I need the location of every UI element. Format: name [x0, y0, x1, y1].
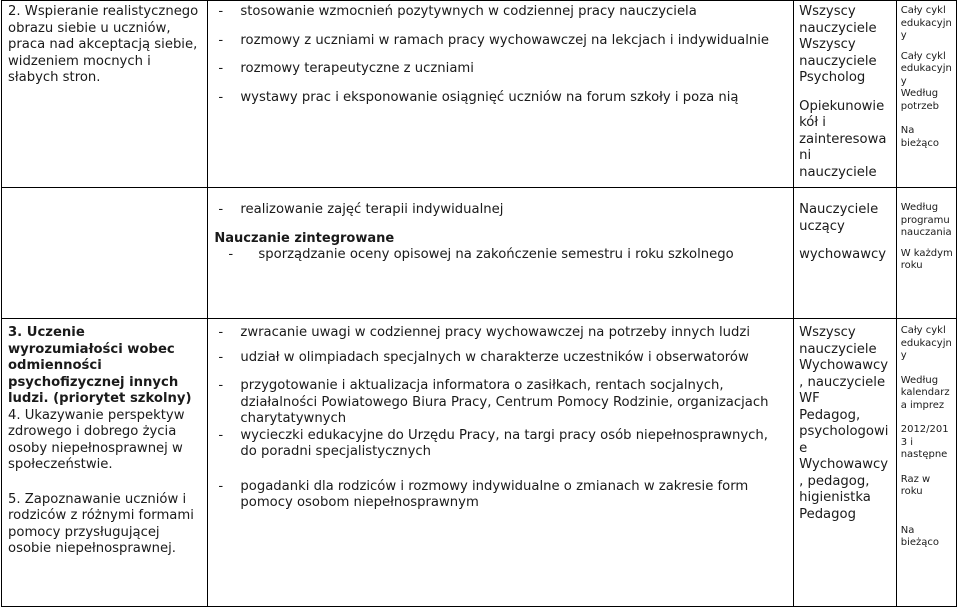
table-row — [2, 319, 957, 607]
activities-cell — [208, 319, 794, 607]
list-item: - sporządzanie oceny opisowej na zakończenie semestru i roku szkolnego — [228, 247, 734, 262]
list-item: - stosowanie wzmocnień pozytywnych w codziennej pracy nauczyciela — [218, 4, 697, 19]
table-row — [2, 188, 957, 319]
section-heading: Nauczanie zintegrowane — [214, 230, 395, 246]
list-item: - rozmowy z uczniami w ramach pracy wychowawczej na lekcjach i indywidualnie — [218, 32, 770, 48]
goal-text: 2. Wspieranie realistycznego obrazu siebie u uczniów, praca nad akceptacją siebie, widzeniem mocnych i słabych stron. — [8, 4, 199, 85]
term-cell: Cały cykl edukacyjny Według kalendarza imprez 2012/2013 i następne Raz w roku Na bieżąco — [896, 319, 956, 607]
list-item: - przygotowanie i aktualizacja informatora o zasiłkach, rentach socjalnych, działalności Powiatowego Biura Pracy, Centrum Pomocy Rodzinie, organizacjach charytatywnych — [218, 378, 769, 426]
goal-cell — [2, 1, 208, 188]
list-item: - wystawy prac i eksponowanie osiągnięć uczniów na forum szkoły i poza nią — [218, 89, 739, 105]
responsible-cell: Wszyscy nauczyciele Wychowawcy, nauczyciele WF Pedagog, psychologowie Wychowawcy, pedagog, higienistka Pedagog — [794, 319, 897, 607]
term-cell: Według programu nauczania W każdym roku — [896, 188, 956, 319]
activities-cell — [208, 1, 794, 188]
list-item: - realizowanie zajęć terapii indywidualnej — [218, 202, 504, 217]
list-item: - udział w olimpiadach specjalnych w charakterze uczestników i obserwatorów — [218, 349, 749, 365]
goal-3-text: 3. Uczenie wyrozumiałości wobec odmienności psychofizycznej innych ludzi. (priorytet szkolny) — [8, 325, 192, 406]
goal-cell — [2, 188, 208, 319]
responsible-cell: Wszyscy nauczyciele Wszyscy nauczyciele Psycholog Opiekunowie kół i zainteresowani nauczyciele — [794, 1, 897, 188]
goal-4-text: 4. Ukazywanie perspektyw zdrowego i dobrego życia osoby niepełnosprawnej w społeczeństwie. — [8, 407, 185, 472]
list-item: - zwracanie uwagi w codziennej pracy wychowawczej na potrzeby innych ludzi — [218, 325, 750, 340]
plan-table — [1, 0, 957, 607]
term-cell: Cały cykl edukacyjny Cały cykl edukacyjny Według potrzeb Na bieżąco — [896, 1, 956, 188]
activities-cell — [208, 188, 794, 319]
list-item: - rozmowy terapeutyczne z uczniami — [218, 61, 474, 76]
list-item: - pogadanki dla rodziców i rozmowy indywidualne o zmianach w zakresie form pomocy osobom niepełnosprawnym — [218, 478, 749, 510]
table-row — [2, 1, 957, 188]
goal-5-text: 5. Zapoznawanie uczniów i rodziców z różnymi formami pomocy przysługującej osobie niepełnosprawnej. — [8, 491, 194, 556]
responsible-cell: Nauczyciele uczący wychowawcy — [794, 188, 897, 319]
list-item: - wycieczki edukacyjne do Urzędu Pracy, na targi pracy osób niepełnosprawnych, do poradni specjalistycznych — [218, 427, 768, 459]
goal-cell — [2, 319, 208, 607]
